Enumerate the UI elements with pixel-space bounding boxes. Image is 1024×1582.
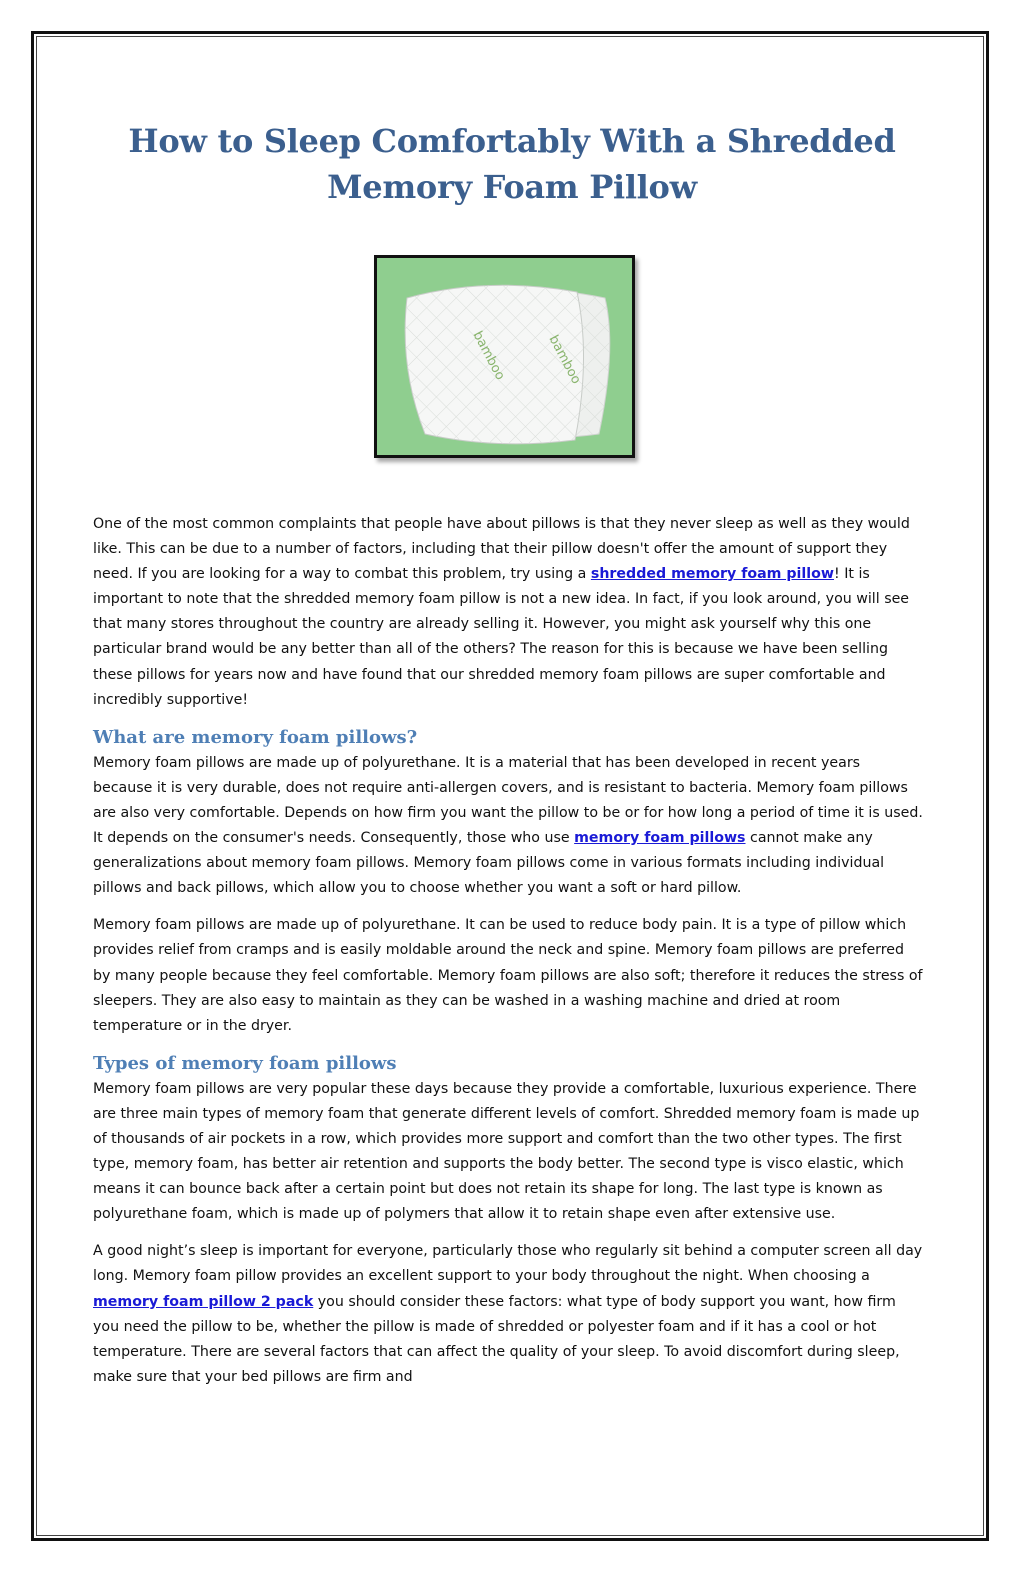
pillow-figure <box>374 255 635 458</box>
shredded-memory-foam-pillow-link[interactable]: shredded memory foam pillow <box>590 566 835 583</box>
article-body <box>93 512 923 1402</box>
section-heading-what-are: What are memory foam pillows? <box>93 726 418 748</box>
section1-paragraph-2: Memory foam pillows are made up of polyurethane. It can be used to reduce body pain. It is a type of pillow which provides relief from cramps and is easily moldable around the neck and spine. Memory foam pillows are preferred by many people because they feel comfortable. Memory foam pillows are also soft; therefore it reduces the stress of sleepers. They are also easy to maintain as they can be washed in a washing machine and dried at room temperature or in the dryer. <box>93 917 923 1034</box>
section2-paragraph-2 <box>93 1239 923 1390</box>
pillow-brand-text-2: bamboo <box>545 332 584 387</box>
section2-paragraph-1: Memory foam pillows are very popular these days because they provide a comfortable, luxurious experience. There are three main types of memory foam that generate different levels of comfort. Shredded memory foam is made up of thousands of air pockets in a row, which provides more support and comfort than the two other types. The first type, memory foam, has better air retention and supports the body better. The second type is visco elastic, which means it can bounce back after a certain point but does not retain its shape for long. The last type is known as polyurethane foam, which is made up of polymers that allow it to retain shape even after extensive use. <box>93 1080 920 1223</box>
title-block <box>93 118 931 210</box>
section1-text-2: cannot make any generalizations about memory foam pillows. Memory foam pillows come in various formats including individual pillows and back pillows, which allow you to choose whether you want a soft or hard pillow. <box>93 830 885 897</box>
memory-foam-pillows-link[interactable]: memory foam pillows <box>574 830 746 847</box>
page-title: How to Sleep Comfortably With a Shredded Memory Foam Pillow <box>128 122 896 206</box>
section2-text-1: A good night’s sleep is important for everyone, particularly those who regularly sit behind a computer screen all day long. Memory foam pillow provides an excellent support to your body throughout the night. When choosing a <box>93 1243 923 1285</box>
section2-text-2: you should consider these factors: what type of body support you want, how firm you need the pillow to be, whether the pillow is made of shredded or polyester foam and if it has a cool or hot temperature. There are several factors that can affect the quality of your sleep. To avoid discomfort during sleep, make sure that your bed pillows are firm and <box>93 1293 900 1385</box>
intro-paragraph <box>93 512 923 713</box>
memory-foam-pillow-2-pack-link[interactable]: memory foam pillow 2 pack <box>93 1293 314 1310</box>
section1-text-1: Memory foam pillows are made up of polyurethane. It is a material that has been developed in recent years because it is very durable, does not require anti-allergen covers, and is resistant to bacteria. Memory foam pillows are also very comfortable. Depends on how firm you want the pillow to be or for how long a period of time it is used. It depends on the consumer's needs. Consequently, those who use <box>93 754 923 847</box>
section-heading-types: Types of memory foam pillows <box>93 1052 397 1074</box>
pillow-brand-text: bamboo <box>469 328 508 383</box>
section1-paragraph-1 <box>93 751 923 902</box>
intro-text-1: One of the most common complaints that people have about pillows is that they never sleep as well as they would like. This can be due to a number of factors, including that their pillow doesn't offer the amount of support they need. If you are looking for a way to combat this problem, try using a <box>93 516 910 583</box>
intro-text-2: ! It is important to note that the shredded memory foam pillow is not a new idea. In fact, if you look around, you will see that many stores throughout the country are already selling it. However, you might ask yourself why this one particular brand would be any better than all of the others? The reason for this is because we have been selling these pillows for years now and have found that our shredded memory foam pillows are super comfortable and incredibly supportive! <box>93 566 910 708</box>
pillow-image <box>374 255 635 458</box>
